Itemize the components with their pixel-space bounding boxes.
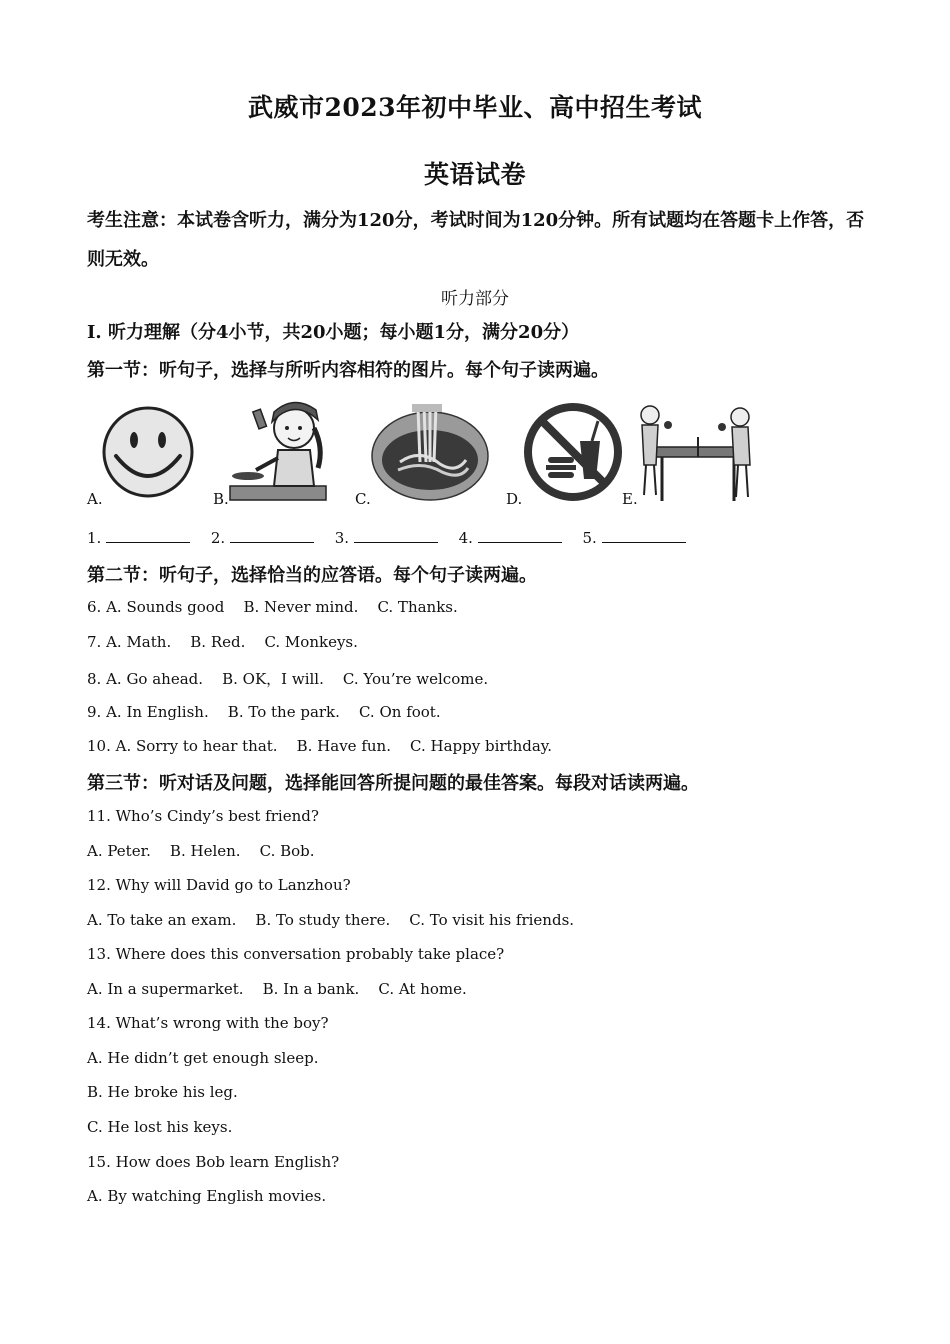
part-title: 听力部分 [441, 289, 509, 309]
section2-heading: 第二节：听句子，选择恰当的应答语。每个句子读两遍。 [87, 565, 537, 586]
answer-blank[interactable] [583, 529, 702, 547]
question-item: 8. A. Go ahead. B. OK，I will. C. You’re welcome. [87, 670, 489, 688]
answer-options: B. He broke his leg. [87, 1083, 238, 1101]
question-item: 9. A. In English. B. To the park. C. On foot. [87, 703, 441, 721]
blank-number: 4. [458, 529, 473, 547]
blank-number: 3. [334, 529, 350, 547]
answer-options: A. By watching English movies. [87, 1187, 327, 1205]
picture-label-d: D. [506, 490, 523, 508]
ping-pong-icon [636, 403, 760, 503]
no-food-drink-icon [522, 401, 624, 503]
answer-blanks-row [87, 529, 877, 547]
answer-blank[interactable] [335, 529, 454, 547]
blank-number: 2. [210, 529, 226, 547]
girl-cooking-icon [228, 398, 328, 502]
answer-options: A. Peter. B. Helen. C. Bob. [87, 842, 315, 860]
answer-options: A. In a supermarket. B. In a bank. C. At home. [87, 980, 467, 998]
noodles-bowl-icon [370, 404, 490, 502]
question-item: 12. Why will David go to Lanzhou? [87, 876, 351, 894]
section3-heading: 第三节：听对话及问题，选择能回答所提问题的最佳答案。每段对话读两遍。 [87, 773, 699, 794]
question-item: 13. Where does this conversation probably take place? [87, 945, 505, 963]
question-item: 14. What’s wrong with the boy? [87, 1014, 329, 1032]
section-heading: Ⅰ. 听力理解（分4小节，共20小题；每小题1分，满分20分） [87, 322, 580, 343]
answer-blank[interactable] [211, 529, 330, 547]
question-item: 6. A. Sounds good B. Never mind. C. Thanks. [87, 598, 458, 616]
answer-blank[interactable] [87, 529, 206, 547]
question-item: 10. A. Sorry to hear that. B. Have fun. C. Happy birthday. [87, 737, 553, 755]
exam-title: 武威市2023年初中毕业、高中招生考试 [247, 93, 703, 122]
answer-blank[interactable] [459, 529, 578, 547]
question-item: 11. Who’s Cindy’s best friend? [87, 807, 319, 825]
section1-heading: 第一节：听句子，选择与所听内容相符的图片。每个句子读两遍。 [87, 360, 609, 381]
blank-number: 1. [87, 529, 102, 547]
answer-options: C. He lost his keys. [87, 1118, 233, 1136]
picture-label-e: E. [622, 490, 638, 508]
question-item: 15. How does Bob learn English? [87, 1153, 340, 1171]
answer-options: A. To take an exam. B. To study there. C. To visit his friends. [87, 911, 575, 929]
exam-notice: 考生注意：本试卷含听力，满分为120分，考试时间为120分钟。所有试题均在答题卡上作答，否则无效。 [87, 210, 865, 270]
question-item: 7. A. Math. B. Red. C. Monkeys. [87, 633, 358, 651]
answer-options: A. He didn’t get enough sleep. [87, 1049, 319, 1067]
blank-number: 5. [582, 529, 597, 547]
smiley-face-icon [100, 404, 196, 500]
picture-label-c: C. [355, 490, 371, 508]
exam-subtitle: 英语试卷 [423, 160, 526, 189]
picture-label-b: B. [213, 490, 229, 508]
picture-label-a: A. [87, 490, 103, 508]
